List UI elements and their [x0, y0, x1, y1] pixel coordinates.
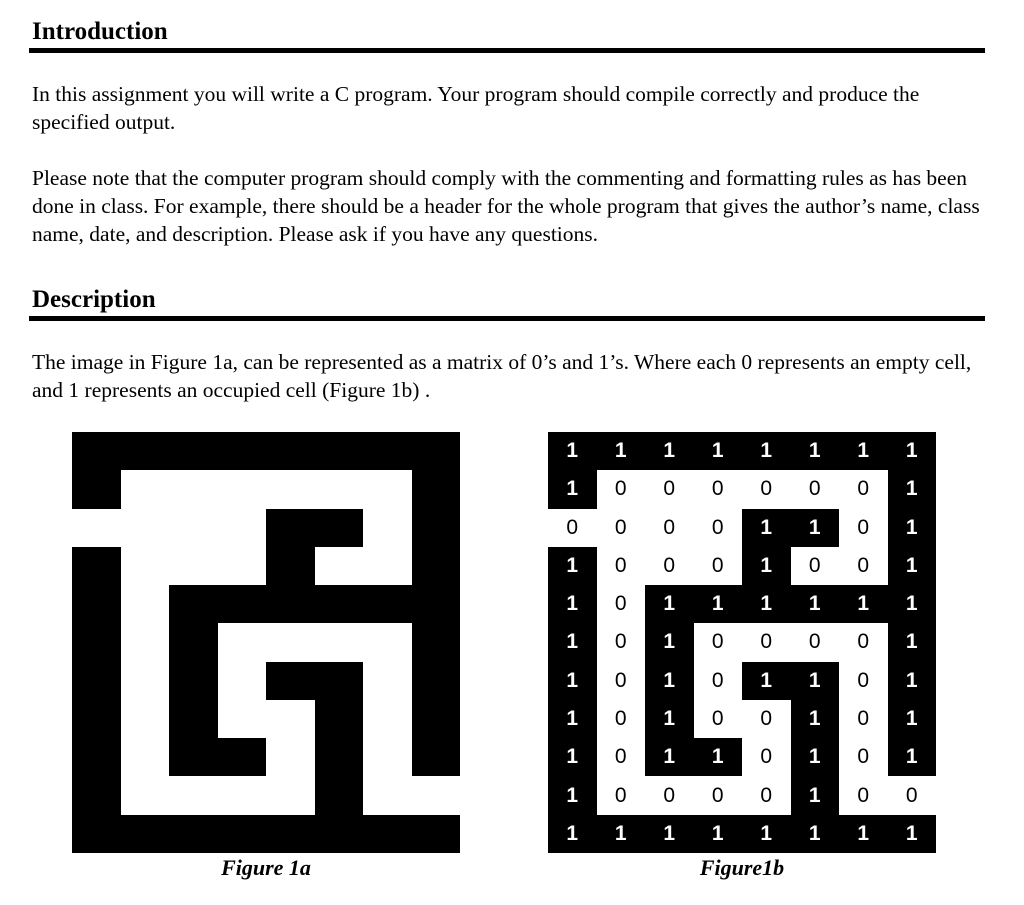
maze-cell: [363, 662, 412, 700]
matrix-cell: 0: [694, 623, 743, 661]
maze-cell: [266, 547, 315, 585]
maze-cell: [412, 547, 461, 585]
maze-cell: [121, 585, 170, 623]
maze-cell: [72, 662, 121, 700]
maze-cell: [412, 776, 461, 814]
matrix-cell: 1: [742, 547, 791, 585]
matrix-cell: 1: [548, 738, 597, 776]
matrix-cell: 1: [888, 700, 937, 738]
figure-1b-caption: Figure1b: [699, 855, 785, 880]
maze-cell: [412, 815, 461, 853]
matrix-cell: 1: [888, 815, 937, 853]
maze-cell: [363, 700, 412, 738]
intro-paragraph-2: Please note that the computer program should comply with the commenting and formatting rules as has been done in class. For example, there should be a header for the whole program that gives the author’s name, class name, date, and description. Please ask if you have any questions.: [32, 166, 980, 246]
matrix-cell: 1: [645, 738, 694, 776]
maze-cell: [72, 470, 121, 508]
description-rule: [29, 316, 985, 321]
matrix-cell: 1: [791, 738, 840, 776]
matrix-cell: 0: [597, 509, 646, 547]
maze-cell: [218, 623, 267, 661]
matrix-cell: 0: [742, 738, 791, 776]
matrix-cell: 1: [742, 815, 791, 853]
matrix-cell: 0: [839, 547, 888, 585]
matrix-cell: 1: [694, 585, 743, 623]
matrix-cell: 0: [694, 509, 743, 547]
maze-cell: [169, 432, 218, 470]
maze-cell: [315, 470, 364, 508]
maze-cell: [412, 738, 461, 776]
maze-cell: [315, 776, 364, 814]
maze-cell: [266, 623, 315, 661]
matrix-cell: 0: [645, 470, 694, 508]
matrix-cell: 1: [645, 700, 694, 738]
matrix-cell: 1: [839, 585, 888, 623]
maze-cell: [169, 815, 218, 853]
matrix-cell: 1: [791, 432, 840, 470]
matrix-cell: 1: [839, 815, 888, 853]
matrix-cell: 0: [742, 700, 791, 738]
matrix-cell: 1: [645, 662, 694, 700]
maze-cell: [266, 776, 315, 814]
matrix-cell: 0: [645, 776, 694, 814]
matrix-cell: 0: [791, 470, 840, 508]
maze-cell: [169, 509, 218, 547]
description-heading: Description: [32, 286, 156, 313]
maze-cell: [218, 509, 267, 547]
matrix-cell: 0: [597, 662, 646, 700]
matrix-cell: 1: [791, 585, 840, 623]
maze-cell: [72, 432, 121, 470]
maze-cell: [363, 623, 412, 661]
maze-cell: [121, 509, 170, 547]
maze-cell: [218, 700, 267, 738]
maze-cell: [363, 470, 412, 508]
maze-cell: [169, 700, 218, 738]
matrix-cell: 0: [839, 470, 888, 508]
matrix-cell: 1: [548, 662, 597, 700]
matrix-cell: 1: [645, 432, 694, 470]
maze-cell: [218, 585, 267, 623]
matrix-cell: 1: [791, 662, 840, 700]
maze-cell: [412, 700, 461, 738]
maze-cell: [121, 470, 170, 508]
maze-cell: [315, 509, 364, 547]
maze-cell: [218, 432, 267, 470]
matrix-cell: 1: [548, 470, 597, 508]
matrix-cell: 0: [597, 623, 646, 661]
matrix-cell: 1: [888, 623, 937, 661]
matrix-cell: 0: [597, 700, 646, 738]
matrix-cell: 1: [839, 432, 888, 470]
matrix-cell: 1: [791, 815, 840, 853]
maze-cell: [266, 662, 315, 700]
matrix-cell: 1: [597, 432, 646, 470]
maze-cell: [315, 662, 364, 700]
maze-cell: [218, 776, 267, 814]
matrix-cell: 0: [694, 700, 743, 738]
maze-cell: [363, 738, 412, 776]
matrix-cell: 0: [597, 547, 646, 585]
introduction-rule: [29, 48, 985, 53]
matrix-cell: 1: [742, 509, 791, 547]
matrix-cell: 1: [645, 623, 694, 661]
matrix-cell: 1: [888, 738, 937, 776]
maze-cell: [315, 623, 364, 661]
matrix-cell: 1: [791, 776, 840, 814]
matrix-cell: 1: [888, 662, 937, 700]
matrix-cell: 1: [645, 815, 694, 853]
matrix-cell: 0: [791, 547, 840, 585]
maze-cell: [169, 470, 218, 508]
maze-cell: [266, 470, 315, 508]
maze-cell: [363, 776, 412, 814]
maze-cell: [363, 815, 412, 853]
matrix-cell: 1: [548, 585, 597, 623]
maze-cell: [266, 700, 315, 738]
matrix-cell: 1: [888, 470, 937, 508]
maze-cell: [169, 776, 218, 814]
matrix-cell: 1: [888, 547, 937, 585]
matrix-cell: 0: [839, 738, 888, 776]
matrix-cell: 1: [548, 623, 597, 661]
maze-cell: [121, 662, 170, 700]
matrix-cell: 0: [694, 662, 743, 700]
matrix-cell: 1: [548, 432, 597, 470]
figure-1a-caption: Figure 1a: [221, 855, 311, 880]
matrix-cell: 1: [742, 585, 791, 623]
maze-cell: [412, 470, 461, 508]
maze-cell: [72, 738, 121, 776]
matrix-cell: 1: [888, 585, 937, 623]
maze-cell: [121, 776, 170, 814]
maze-cell: [266, 509, 315, 547]
maze-cell: [72, 815, 121, 853]
maze-cell: [412, 509, 461, 547]
matrix-cell: 1: [694, 738, 743, 776]
maze-cell: [412, 432, 461, 470]
matrix-cell: 0: [597, 585, 646, 623]
matrix-cell: 0: [597, 776, 646, 814]
maze-cell: [121, 623, 170, 661]
maze-cell: [218, 470, 267, 508]
figure-1a-maze: [72, 432, 460, 853]
maze-cell: [266, 738, 315, 776]
maze-cell: [218, 815, 267, 853]
matrix-cell: 1: [888, 509, 937, 547]
maze-cell: [315, 432, 364, 470]
matrix-cell: 0: [645, 547, 694, 585]
matrix-cell: 0: [839, 623, 888, 661]
maze-cell: [169, 738, 218, 776]
maze-cell: [121, 700, 170, 738]
matrix-cell: 0: [694, 776, 743, 814]
matrix-cell: 1: [694, 815, 743, 853]
maze-cell: [315, 815, 364, 853]
matrix-cell: 1: [548, 815, 597, 853]
matrix-cell: 1: [548, 776, 597, 814]
matrix-cell: 0: [839, 776, 888, 814]
maze-cell: [412, 662, 461, 700]
matrix-cell: 1: [791, 700, 840, 738]
introduction-heading: Introduction: [32, 18, 168, 45]
maze-cell: [412, 623, 461, 661]
matrix-cell: 0: [742, 470, 791, 508]
maze-cell: [72, 776, 121, 814]
matrix-cell: 1: [694, 432, 743, 470]
maze-cell: [266, 585, 315, 623]
maze-cell: [169, 547, 218, 585]
matrix-cell: 1: [597, 815, 646, 853]
maze-cell: [72, 547, 121, 585]
maze-cell: [169, 623, 218, 661]
matrix-cell: 0: [742, 623, 791, 661]
maze-cell: [218, 547, 267, 585]
intro-paragraph-1: In this assignment you will write a C program. Your program should compile correctly and produce the specified output.: [32, 82, 920, 134]
matrix-cell: 1: [645, 585, 694, 623]
matrix-cell: 1: [742, 432, 791, 470]
matrix-cell: 1: [548, 547, 597, 585]
matrix-cell: 0: [694, 547, 743, 585]
maze-cell: [315, 585, 364, 623]
maze-cell: [169, 662, 218, 700]
maze-cell: [412, 585, 461, 623]
maze-cell: [72, 509, 121, 547]
maze-cell: [218, 662, 267, 700]
matrix-cell: 0: [839, 509, 888, 547]
maze-cell: [72, 700, 121, 738]
matrix-cell: 0: [888, 776, 937, 814]
matrix-cell: 1: [548, 700, 597, 738]
figure-1b-matrix: [548, 432, 936, 853]
matrix-cell: 0: [597, 738, 646, 776]
matrix-cell: 0: [791, 623, 840, 661]
maze-cell: [363, 509, 412, 547]
maze-cell: [169, 585, 218, 623]
maze-cell: [315, 738, 364, 776]
maze-cell: [121, 738, 170, 776]
maze-cell: [363, 585, 412, 623]
matrix-cell: 0: [839, 700, 888, 738]
maze-cell: [363, 547, 412, 585]
maze-cell: [121, 547, 170, 585]
matrix-cell: 0: [839, 662, 888, 700]
maze-cell: [218, 738, 267, 776]
maze-cell: [72, 623, 121, 661]
matrix-cell: 0: [597, 470, 646, 508]
matrix-cell: 1: [888, 432, 937, 470]
maze-cell: [266, 815, 315, 853]
maze-cell: [121, 815, 170, 853]
matrix-cell: 0: [645, 509, 694, 547]
matrix-cell: 1: [742, 662, 791, 700]
matrix-cell: 0: [694, 470, 743, 508]
matrix-cell: 1: [791, 509, 840, 547]
maze-cell: [121, 432, 170, 470]
maze-cell: [72, 585, 121, 623]
matrix-cell: 0: [548, 509, 597, 547]
matrix-cell: 0: [742, 776, 791, 814]
maze-cell: [363, 432, 412, 470]
maze-cell: [315, 700, 364, 738]
description-paragraph: The image in Figure 1a, can be represented as a matrix of 0’s and 1’s. Where each 0 represents an empty cell, and 1 represents an occupied cell (Figure 1b) .: [32, 350, 972, 402]
maze-cell: [266, 432, 315, 470]
maze-cell: [315, 547, 364, 585]
